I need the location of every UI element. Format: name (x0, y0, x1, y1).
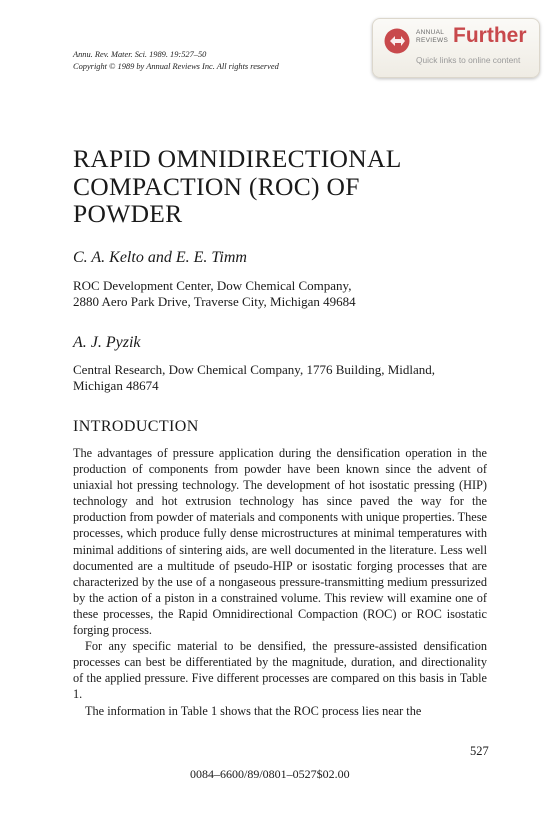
affiliation-primary (73, 278, 493, 310)
further-subtitle: Quick links to online content (416, 55, 521, 65)
affiliation-line: Michigan 48674 (73, 378, 159, 393)
body-paragraph: For any specific material to be densified, the pressure-assisted densification processes can best be differentiated by the magnitude, duration, and directionality of the applied pressure. Five different processes are compared on this basis in Table 1. (73, 639, 487, 702)
body-paragraph: The information in Table 1 shows that the ROC process lies near the (85, 703, 422, 718)
affiliation-line: ROC Development Center, Dow Chemical Company, (73, 278, 352, 293)
authors-primary: C. A. Kelto and E. E. Timm (73, 249, 247, 266)
journal-reference: Annu. Rev. Mater. Sci. 1989. 19:527–50 (73, 50, 207, 59)
annual-reviews-logo-icon (384, 28, 410, 54)
article-body (73, 445, 487, 719)
further-quick-links-button[interactable] (372, 18, 540, 78)
further-label: Further (453, 24, 527, 47)
article-code: 0084–6600/89/0801–0527$02.00 (190, 767, 350, 781)
affiliation-secondary (73, 362, 493, 394)
copyright-notice: Copyright © 1989 by Annual Reviews Inc. All rights reserved (73, 62, 279, 71)
section-heading: INTRODUCTION (73, 418, 199, 435)
article-title: RAPID OMNIDIRECTIONAL COMPACTION (ROC) OF POWDER (73, 144, 401, 228)
body-paragraph: The advantages of pressure application during the densification operation in the production of components from powder have been known since the advent of uniaxial hot pressing technology. The development of hot isostatic pressing (HIP) technology and hot extrusion technology has since paved the way for the production from powder of materials and components with unique properties. These processes, which produce fully dense microstructures at minimal temperatures with minimal additions of sintering aids, are well documented in the literature. Less well documented are a multitude of pseudo-HIP or isostatic forging processes that are characterized by the use of a nongaseous pressure-transmitting medium pressurized by the action of a piston in a constrained volume. This review will examine one of these processes, the Rapid Omnidirectional Compaction (ROC) or ROC isostatic forging process. (73, 446, 488, 638)
publisher-label: ANNUAL REVIEWS (416, 29, 449, 44)
page-number: 527 (470, 744, 489, 758)
journal-citation (73, 49, 279, 73)
authors-secondary: A. J. Pyzik (73, 334, 141, 351)
affiliation-line: Central Research, Dow Chemical Company, 1776 Building, Midland, (73, 362, 436, 377)
affiliation-line: 2880 Aero Park Drive, Traverse City, Michigan 49684 (73, 294, 356, 309)
